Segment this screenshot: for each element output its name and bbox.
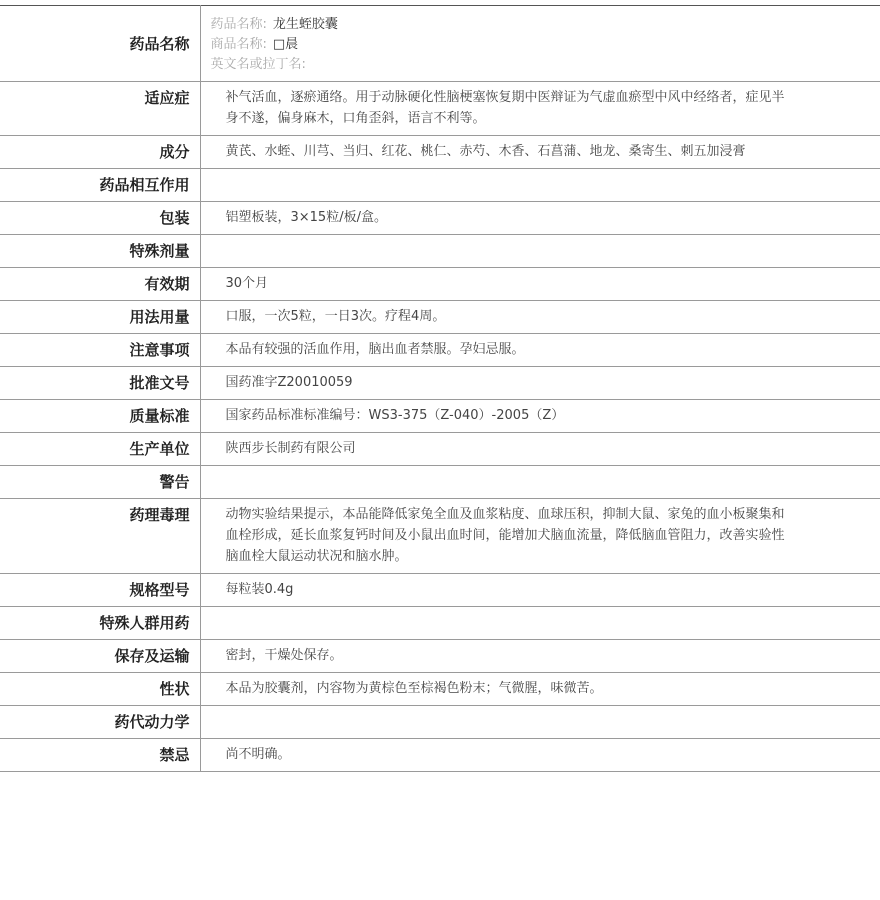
trade-name-value: □晨 xyxy=(272,37,299,52)
table-row-description xyxy=(0,673,880,706)
row-label-usage: 用法用量 xyxy=(0,301,200,334)
row-label-pharmacology: 药理毒理 xyxy=(0,499,200,574)
table-row-ingredients xyxy=(0,136,880,169)
row-label-ingredients: 成分 xyxy=(0,136,200,169)
table-row-interactions xyxy=(0,169,880,202)
generic-name-value: 龙生蛭胶囊 xyxy=(272,17,338,32)
generic-name-line xyxy=(211,15,880,35)
row-value-approval-number: 国药准字Z20010059 xyxy=(200,367,880,400)
row-value-precautions: 本品有较强的活血作用，脑出血者禁服。孕妇忌服。 xyxy=(200,334,880,367)
row-label-warning: 警告 xyxy=(0,466,200,499)
table-row-pharmacokinetics xyxy=(0,706,880,739)
table-row-pharmacology xyxy=(0,499,880,574)
row-value-warning xyxy=(200,466,880,499)
table-row-approval-number xyxy=(0,367,880,400)
drug-name-cell xyxy=(200,6,880,82)
table-row-special-populations xyxy=(0,607,880,640)
table-row-specification xyxy=(0,574,880,607)
row-label-special-populations: 特殊人群用药 xyxy=(0,607,200,640)
row-label-indications: 适应症 xyxy=(0,82,200,136)
row-value-ingredients: 黄芪、水蛭、川芎、当归、红花、桃仁、赤芍、木香、石菖蒲、地龙、桑寄生、刺五加浸膏 xyxy=(200,136,880,169)
row-value-contraindications: 尚不明确。 xyxy=(200,739,880,772)
row-value-special-dosage xyxy=(200,235,880,268)
row-value-description: 本品为胶囊剂，内容物为黄棕色至棕褐色粉末；气微腥，味微苦。 xyxy=(200,673,880,706)
row-label-approval-number: 批准文号 xyxy=(0,367,200,400)
row-value-quality-standard: 国家药品标准标准编号：WS3-375（Z-040）-2005（Z） xyxy=(200,400,880,433)
table-row-usage xyxy=(0,301,880,334)
row-label-precautions: 注意事项 xyxy=(0,334,200,367)
row-label-quality-standard: 质量标准 xyxy=(0,400,200,433)
table-row-manufacturer xyxy=(0,433,880,466)
row-value-packaging: 铝塑板装，3×15粒/板/盒。 xyxy=(200,202,880,235)
row-label-special-dosage: 特殊剂量 xyxy=(0,235,200,268)
table-row-drug-name xyxy=(0,6,880,82)
row-value-specification: 每粒装0.4g xyxy=(200,574,880,607)
row-label-shelf-life: 有效期 xyxy=(0,268,200,301)
row-value-special-populations xyxy=(200,607,880,640)
table-row-indications xyxy=(0,82,880,136)
table-row-warning xyxy=(0,466,880,499)
row-label-specification: 规格型号 xyxy=(0,574,200,607)
row-value-indications: 补气活血，逐瘀通络。用于动脉硬化性脑梗塞恢复期中医辩证为气虚血瘀型中风中经络者，症见半身不遂，偏身麻木，口角歪斜，语言不利等。 xyxy=(200,82,880,136)
row-label-interactions: 药品相互作用 xyxy=(0,169,200,202)
drug-info-table xyxy=(0,5,880,772)
row-label-manufacturer: 生产单位 xyxy=(0,433,200,466)
row-value-pharmacokinetics xyxy=(200,706,880,739)
row-label-contraindications: 禁忌 xyxy=(0,739,200,772)
table-row-packaging xyxy=(0,202,880,235)
table-row-storage xyxy=(0,640,880,673)
trade-name-label: 商品名称: xyxy=(210,37,267,52)
row-label-drug-name: 药品名称 xyxy=(0,6,200,82)
row-value-manufacturer: 陕西步长制药有限公司 xyxy=(200,433,880,466)
row-label-description: 性状 xyxy=(0,673,200,706)
row-value-pharmacology: 动物实验结果提示，本品能降低家兔全血及血浆粘度、血球压积，抑制大鼠、家兔的血小板聚集和血栓形成，延长血浆复钙时间及小鼠出血时间，能增加犬脑血流量，降低脑血管阻力，改善实验性脑血栓大鼠运动状况和脑水肿。 xyxy=(200,499,880,574)
row-value-shelf-life: 30个月 xyxy=(200,268,880,301)
english-name-label: 英文名或拉丁名: xyxy=(210,57,306,72)
row-label-pharmacokinetics: 药代动力学 xyxy=(0,706,200,739)
table-row-special-dosage xyxy=(0,235,880,268)
table-row-precautions xyxy=(0,334,880,367)
row-value-storage: 密封，干燥处保存。 xyxy=(200,640,880,673)
trade-name-line xyxy=(211,35,880,55)
row-value-interactions xyxy=(200,169,880,202)
table-row-quality-standard xyxy=(0,400,880,433)
row-label-storage: 保存及运输 xyxy=(0,640,200,673)
row-label-packaging: 包装 xyxy=(0,202,200,235)
row-value-usage: 口服，一次5粒，一日3次。疗程4周。 xyxy=(200,301,880,334)
table-row-shelf-life xyxy=(0,268,880,301)
english-name-line xyxy=(211,55,880,75)
generic-name-label: 药品名称: xyxy=(210,17,267,32)
table-row-contraindications xyxy=(0,739,880,772)
